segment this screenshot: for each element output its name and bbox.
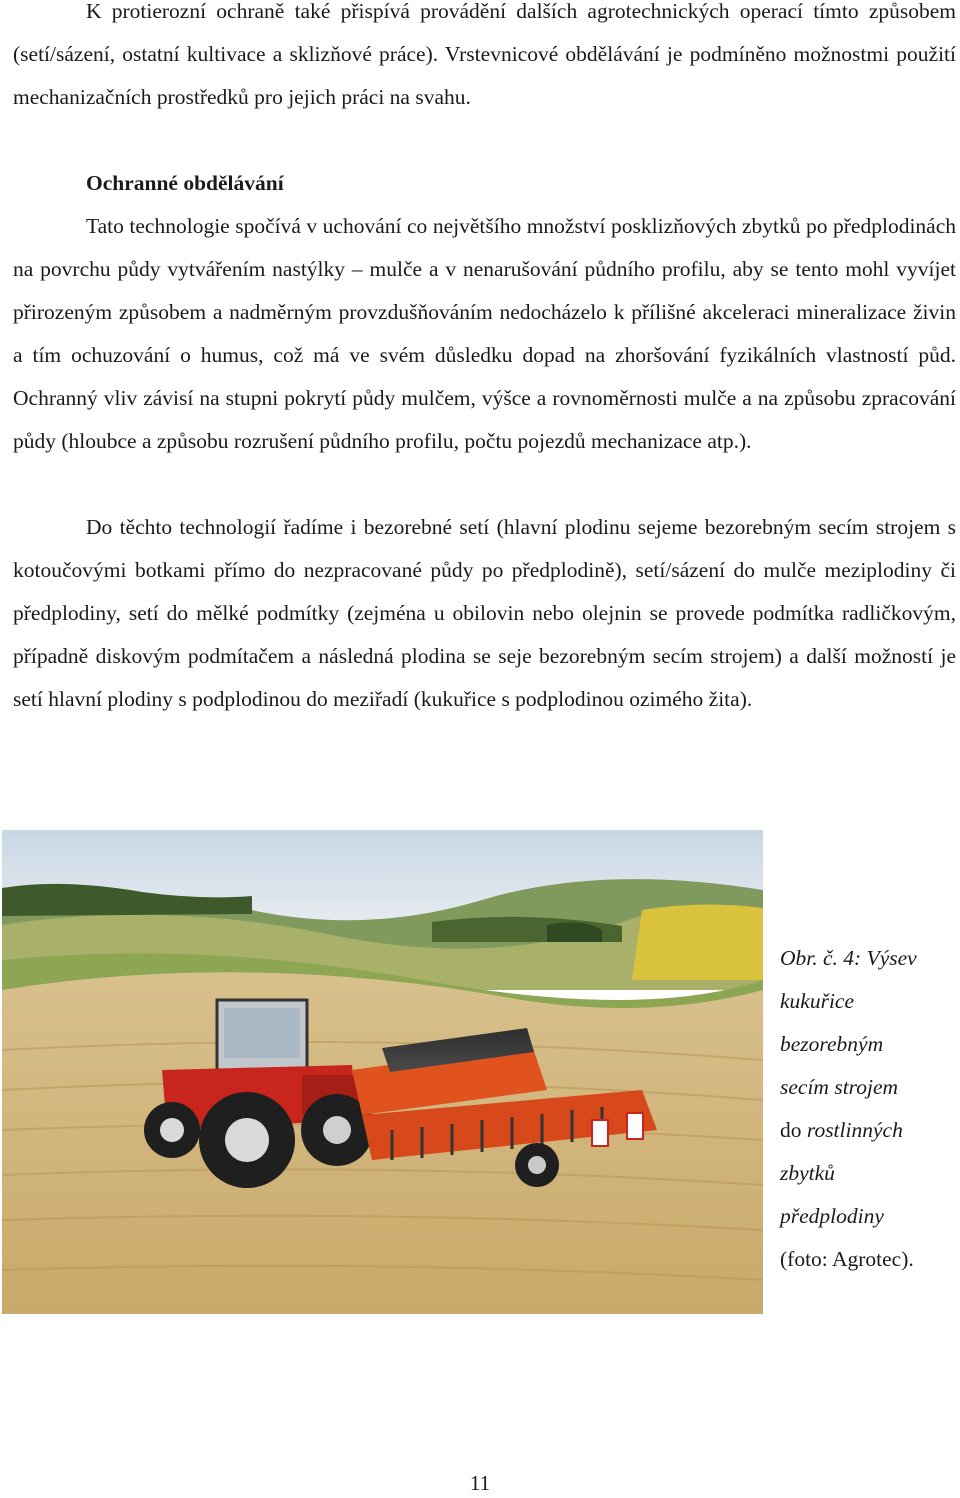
- page-number: 11: [469, 1471, 491, 1495]
- caption-credit: (foto: Agrotec).: [780, 1247, 914, 1271]
- intro-paragraph: K protierozní ochraně také přispívá provádění dalších agrotechnických operací tímto způsobem (setí/sázení, ostatní kultivace a sklizňové práce). Vrstevnicové obdělávání je podmíněno možnostmi použití mechanizačních prostředků pro jejich práci na svahu.: [13, 0, 956, 109]
- caption-line: [780, 1109, 955, 1152]
- caption-line: bezorebným: [780, 1032, 884, 1056]
- section-heading: Ochranné obdělávání: [86, 171, 284, 195]
- caption-line: předplodiny: [780, 1204, 884, 1228]
- figure-caption: [780, 937, 955, 1281]
- caption-line: zbytků: [780, 1161, 835, 1185]
- caption-line-start: do: [780, 1118, 807, 1142]
- body-paragraph-2: Do těchto technologií řadíme i bezorebné setí (hlavní plodinu sejeme bezorebným secím strojem s kotoučovými botkami přímo do nezpracované půdy po předplodině), setí/sázení do mulče meziplodiny či předplodiny, setí do mělké podmítky (zejména u obilovin nebo olejnin se provede podmítka radličkovým, případně diskovým podmítačem a následná plodina se seje bezorebným secím strojem) a další možností je setí hlavní plodiny s podplodinou do meziřadí (kukuřice s podplodinou ozimého žita).: [13, 515, 956, 711]
- caption-line: Obr. č. 4: Výsev: [780, 946, 917, 970]
- body-paragraph-1: Tato technologie spočívá v uchování co největšího množství posklizňových zbytků po předplodinách na povrchu půdy vytvářením nastýlky – mulče a v nenarušování půdního profilu, aby se tento mohl vyvíjet přirozeným způsobem a nadměrným provzdušňováním nedocházelo k přílišné akceleraci mineralizace živin a tím ochuzování o humus, což má ve svém důsledku dopad na zhoršování fyzikálních vlastností půd. Ochranný vliv závisí na stupni pokrytí půdy mulčem, výšce a rovnoměrnosti mulče a na způsobu zpracování půdy (hloubce a způsobu rozrušení půdního profilu, počtu pojezdů mechanizace atp.).: [13, 214, 956, 453]
- caption-line: kukuřice: [780, 989, 855, 1013]
- caption-line-rest: rostlinných: [806, 1118, 903, 1142]
- photo-illustration: [2, 830, 763, 1314]
- tractor-seeder-photo: [2, 830, 763, 1314]
- caption-line: secím strojem: [780, 1075, 899, 1099]
